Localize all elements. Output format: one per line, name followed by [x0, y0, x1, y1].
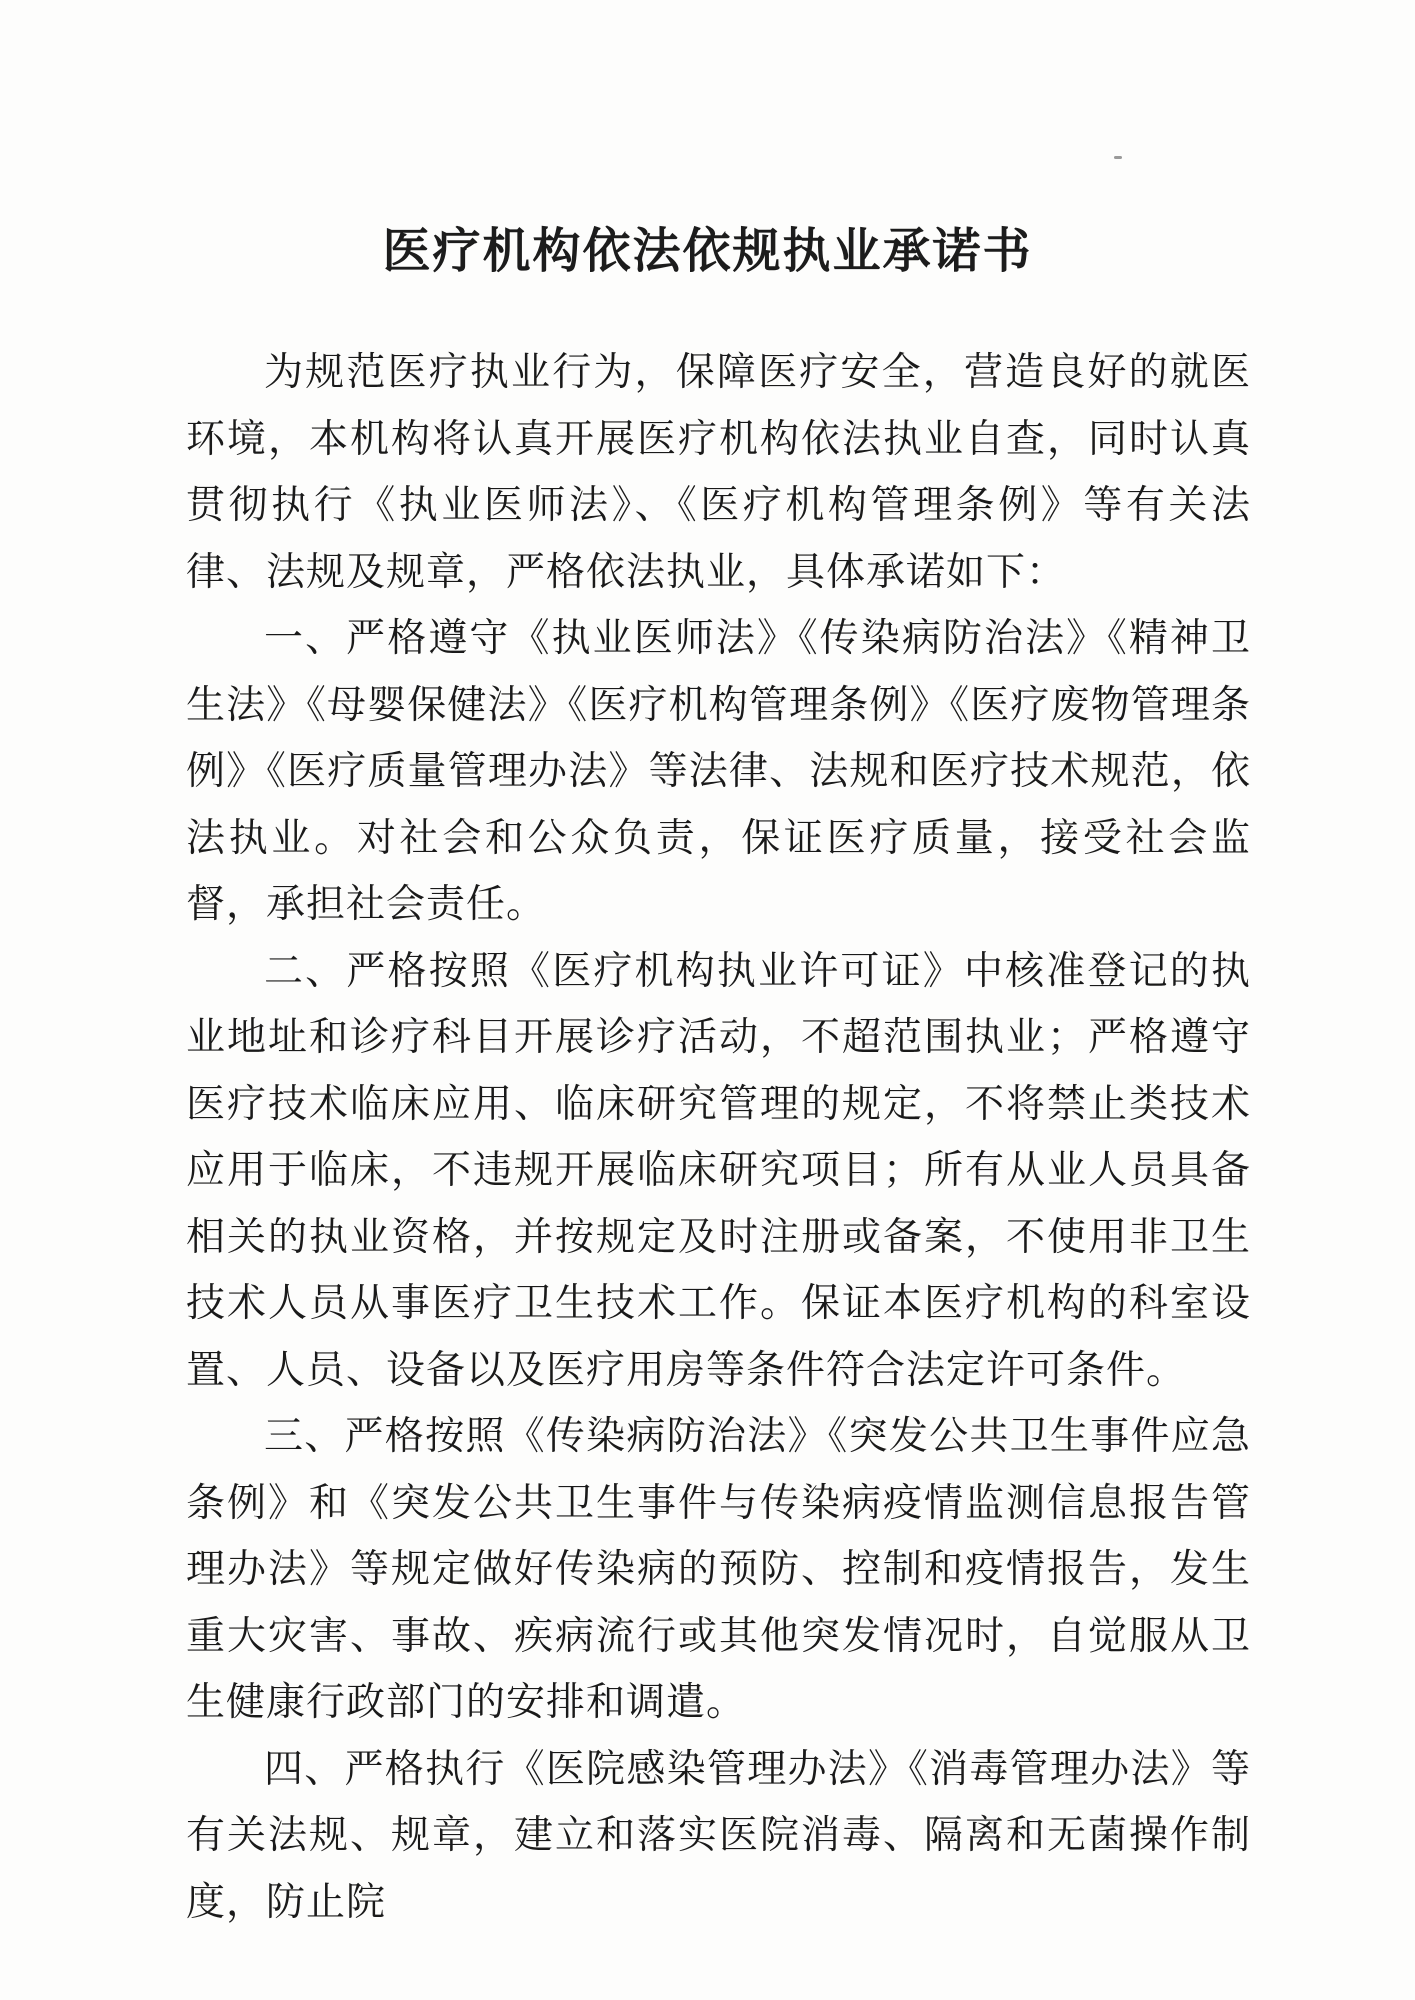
paragraph-item-3: 三、严格按照《传染病防治法》《突发公共卫生事件应急条例》和《突发公共卫生事件与传染病疫情监测信息报告管理办法》等规定做好传染病的预防、控制和疫情报告，发生重大灾害、事故、疾病流行或其他突发情况时，自觉服从卫生健康行政部门的安排和调遣。 [186, 1414, 1251, 1725]
scan-speck [1114, 156, 1122, 159]
paragraph-item-4: 四、严格执行《医院感染管理办法》《消毒管理办法》等有关法规、规章，建立和落实医院消毒、隔离和无菌操作制度，防止院 [186, 1746, 1251, 1925]
paragraph-item-1: 一、严格遵守《执业医师法》《传染病防治法》《精神卫生法》《母婴保健法》《医疗机构管理条例》《医疗废物管理条例》《医疗质量管理办法》等法律、法规和医疗技术规范，依法执业。对社会和公众负责，保证医疗质量，接受社会监督，承担社会责任。 [186, 616, 1251, 927]
document-title: 医疗机构依法依规执业承诺书 [382, 223, 1033, 280]
paragraph-item-2: 二、严格按照《医疗机构执业许可证》中核准登记的执业地址和诊疗科目开展诊疗活动，不超范围执业；严格遵守医疗技术临床应用、临床研究管理的规定，不将禁止类技术应用于临床，不违规开展临床研究项目；所有从业人员具备相关的执业资格，并按规定及时注册或备案，不使用非卫生技术人员从事医疗卫生技术工作。保证本医疗机构的科室设置、人员、设备以及医疗用房等条件符合法定许可条件。 [186, 948, 1251, 1393]
paragraph-intro: 为规范医疗执业行为，保障医疗安全，营造良好的就医环境，本机构将认真开展医疗机构依法执业自查，同时认真贯彻执行《执业医师法》、《医疗机构管理条例》等有关法律、法规及规章，严格依法执业，具体承诺如下： [186, 350, 1251, 595]
document-body [186, 340, 1251, 1936]
